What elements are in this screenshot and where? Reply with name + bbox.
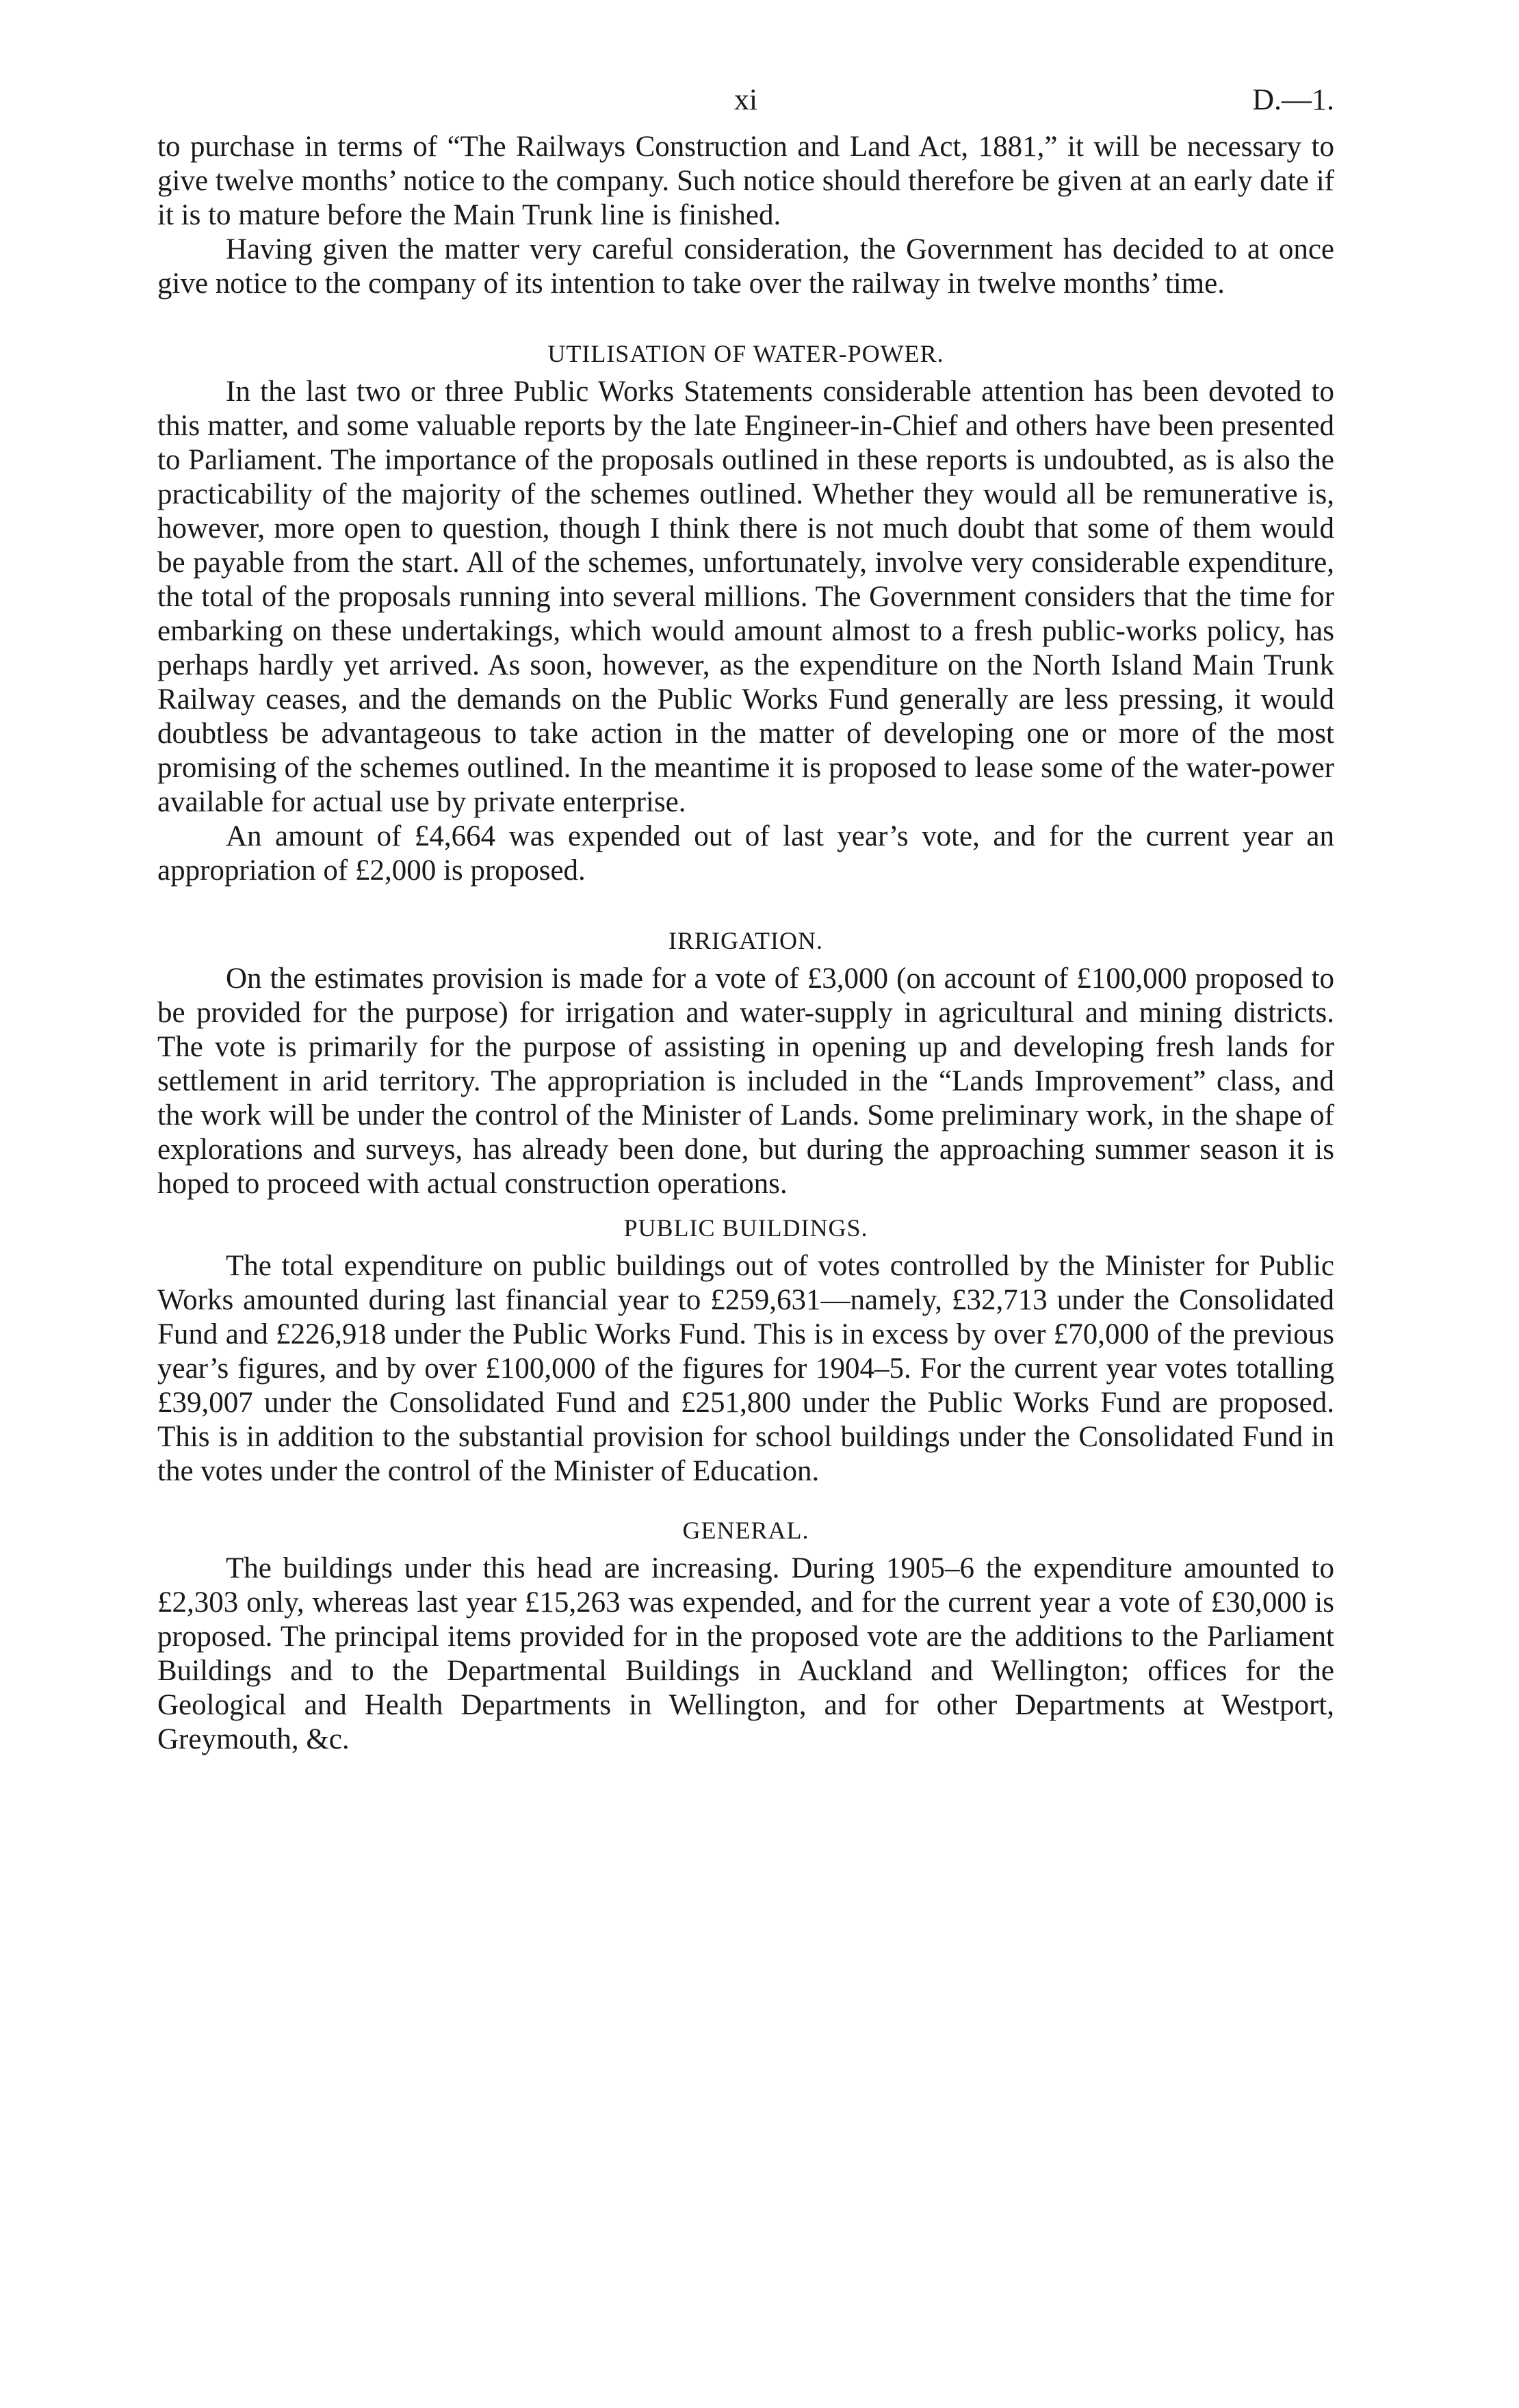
- document-page: [157, 82, 1334, 1757]
- body-paragraph: Having given the matter very careful consideration, the Government has decided to at once give notice to the company of its intention to take over the railway in twelve months’ time.: [157, 233, 1334, 300]
- document-reference: D.—1.: [1252, 83, 1334, 116]
- section-title-public-buildings: PUBLIC BUILDINGS.: [623, 1214, 868, 1242]
- section-title-general: GENERAL.: [682, 1517, 809, 1544]
- body-paragraph: The total expenditure on public buildings out of votes controlled by the Minister for Public Works amounted during last financial year to £259,631—namely, £32,713 under the Consolidated Fund and £226,918 under the Public Works Fund. This is in excess by over £70,000 of the previous year’s figures, and by over £100,000 of the figures for 1904–5. For the current year votes totalling £39,007 under the Consolidated Fund and £251,800 under the Public Works Fund are proposed. This is in addition to the substantial provision for school buildings under the Consolidated Fund in the votes under the control of the Minister of Education.: [157, 1250, 1334, 1487]
- section-title-water-power: UTILISATION OF WATER-POWER.: [547, 340, 944, 367]
- body-paragraph: The buildings under this head are increasing. During 1905–6 the expenditure amounted to £2,303 only, whereas last year £15,263 was expended, and for the current year a vote of £30,000 is proposed. The principal items provided for in the proposed vote are the additions to the Parliament Buildings and to the Departmental Buildings in Auckland and Wellington; offices for the Geological and Health Departments in Wellington, and for other Departments at Westport, Greymouth, &c.: [157, 1552, 1334, 1755]
- section-title-irrigation: IRRIGATION.: [668, 927, 823, 954]
- body-paragraph: An amount of £4,664 was expended out of last year’s vote, and for the current year an appropriation of £2,000 is proposed.: [157, 820, 1334, 887]
- body-paragraph: In the last two or three Public Works Statements considerable attention has been devoted to this matter, and some valuable reports by the late Engineer-in-Chief and others have been presented to Parliament. The importance of the proposals outlined in these reports is undoubted, as is also the practicability of the majority of the schemes outlined. Whether they would all be remunerative is, however, more open to question, though I think there is not much doubt that some of them would be payable from the start. All of the schemes, unfortunately, involve very considerable expenditure, the total of the proposals running into several millions. The Government considers that the time for embarking on these undertakings, which would amount almost to a fresh public-works policy, has perhaps hardly yet arrived. As soon, however, as the expenditure on the North Island Main Trunk Railway ceases, and the demands on the Public Works Fund generally are less pressing, it would doubtless be advantageous to take action in the matter of developing one or more of the most promising of the schemes outlined. In the meantime it is proposed to lease some of the water-power available for actual use by private enterprise.: [157, 376, 1334, 818]
- page-number: xi: [733, 83, 758, 116]
- body-paragraph: to purchase in terms of “The Railways Construction and Land Act, 1881,” it will be necessary to give twelve months’ notice to the company. Such notice should therefore be given at an early date if it is to mature before the Main Trunk line is finished.: [157, 131, 1334, 231]
- running-header: [157, 82, 1334, 130]
- body-paragraph: On the estimates provision is made for a vote of £3,000 (on account of £100,000 proposed to be provided for the purpose) for irrigation and water-supply in agricultural and mining districts. The vote is primarily for the purpose of assisting in opening up and developing fresh lands for settlement in arid territory. The appropriation is included in the “Lands Improvement” class, and the work will be under the control of the Minister of Lands. Some preliminary work, in the shape of explorations and surveys, has already been done, but during the approaching summer season it is hoped to proceed with actual construction operations.: [157, 963, 1334, 1200]
